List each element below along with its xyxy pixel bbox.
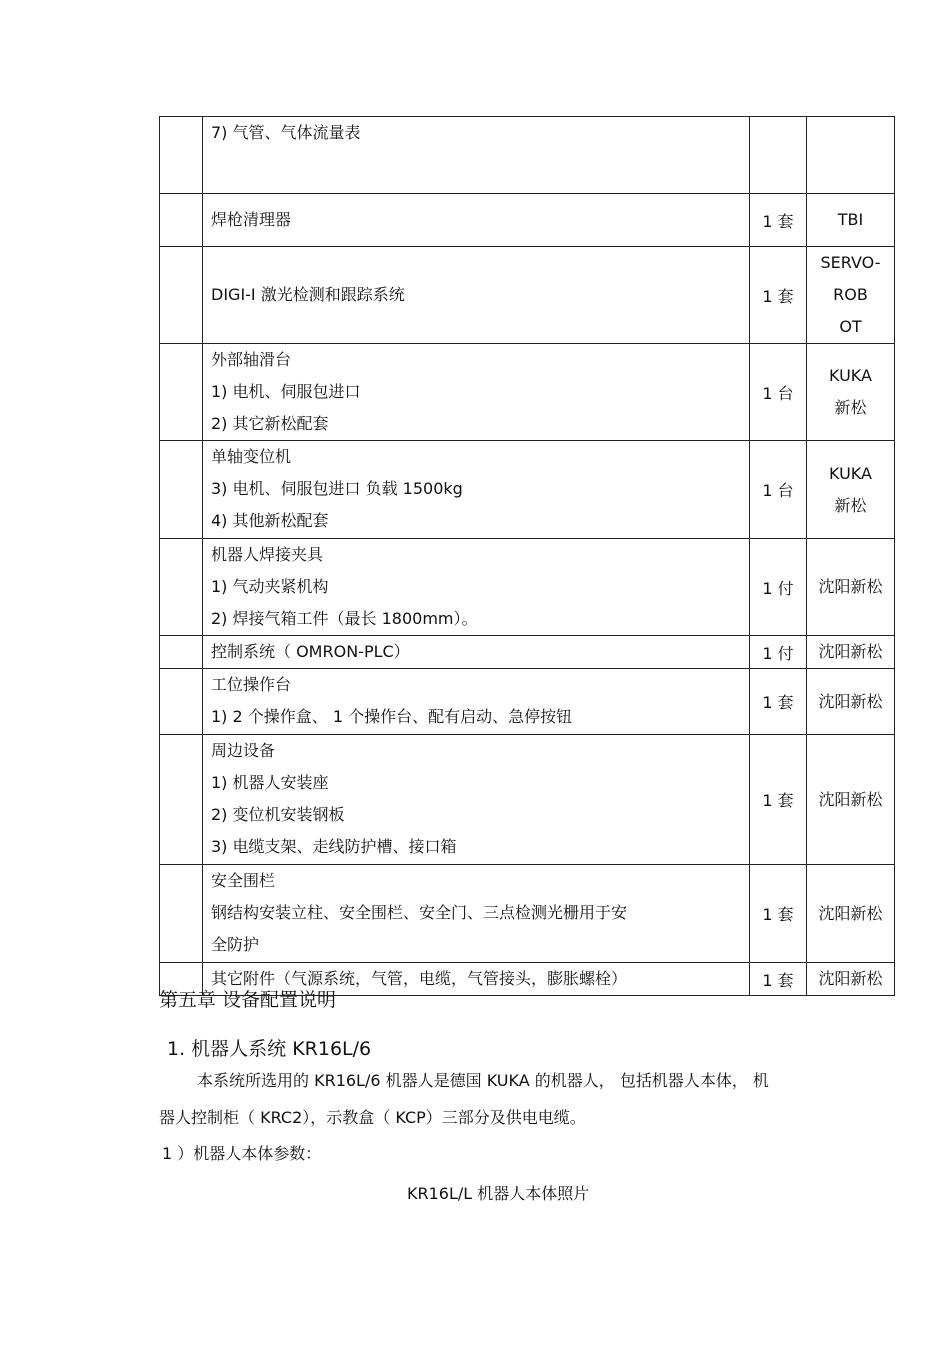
quantity-cell: 1 付 (750, 636, 807, 669)
supplier-cell (807, 194, 895, 247)
supplier-cell (807, 441, 895, 539)
description-line: 3) 电机、伺服包进口 负载 1500kg (211, 479, 463, 498)
quantity-cell: 1 付 (750, 539, 807, 636)
supplier-cell (807, 117, 895, 194)
supplier-line: TBI (837, 210, 864, 229)
sub-item-robot-params: 1 ）机器人本体参数： (162, 1144, 322, 1163)
item-description-cell (203, 865, 750, 963)
row-index-cell (160, 735, 203, 865)
item-description-cell (203, 194, 750, 247)
row-index-cell (160, 441, 203, 539)
row-index-cell (160, 669, 203, 735)
description-line: 2) 变位机安装钢板 (211, 805, 345, 824)
item-description-cell (203, 669, 750, 735)
supplier-line: 沈阳新松 (818, 577, 883, 596)
description-line: 工位操作台 (211, 675, 292, 694)
row-index-cell (160, 539, 203, 636)
quantity-cell: 1 台 (750, 344, 807, 441)
table-row (160, 117, 895, 194)
supplier-line: 沈阳新松 (818, 691, 883, 711)
quantity-cell: 1 套 (750, 963, 807, 996)
description-line: 2) 焊接气箱工件（最长 1800mm）。 (211, 609, 478, 628)
description-line: 周边设备 (211, 741, 276, 760)
item-description-cell (203, 735, 750, 865)
photo-caption: KR16L/L 机器人本体照片 (407, 1184, 590, 1203)
description-line: 机器人焊接夹具 (211, 545, 324, 564)
supplier-line: 新松 (834, 495, 867, 515)
equipment-table-body (160, 117, 895, 996)
equipment-table (159, 116, 895, 996)
supplier-cell (807, 963, 895, 996)
table-row (160, 865, 895, 963)
quantity-cell (750, 117, 807, 194)
description-line: 1) 电机、伺服包进口 (211, 382, 361, 401)
description-line: 全防护 (211, 935, 260, 954)
quantity-cell: 1 台 (750, 441, 807, 539)
description-line: 1) 2 个操作盒、 1 个操作台、配有启动、急停按钮 (211, 707, 573, 726)
description-line: 1) 机器人安装座 (211, 773, 329, 792)
item-description-cell (203, 539, 750, 636)
item-description-cell (203, 247, 750, 344)
paragraph-line-1: 本系统所选用的 KR16L/6 机器人是德国 KUKA 的机器人， 包括机器人本体， 机 (197, 1071, 769, 1090)
quantity-cell: 1 套 (750, 247, 807, 344)
supplier-cell (807, 669, 895, 735)
description-line: 4) 其他新松配套 (211, 511, 329, 530)
table-row (160, 539, 895, 636)
table-row (160, 669, 895, 735)
chapter-title: 第五章 设备配置说明 (159, 989, 337, 1011)
supplier-line: KUKA (829, 366, 872, 385)
supplier-cell (807, 865, 895, 963)
description-line: 其它附件（气源系统，气管，电缆，气管接头，膨胀螺栓） (211, 969, 628, 988)
table-row (160, 636, 895, 669)
description-line: 2) 其它新松配套 (211, 414, 329, 433)
supplier-cell (807, 735, 895, 865)
description-line: DIGI-I 激光检测和跟踪系统 (211, 285, 405, 304)
description-line: 焊枪清理器 (211, 210, 292, 229)
description-line: 钢结构安装立柱、安全围栏、安全门、三点检测光栅用于安 (211, 903, 628, 922)
quantity-cell: 1 套 (750, 865, 807, 963)
supplier-line: 沈阳新松 (818, 789, 883, 809)
table-row (160, 441, 895, 539)
table-row (160, 247, 895, 344)
supplier-line: SERVO-ROB (820, 253, 881, 304)
row-index-cell (160, 194, 203, 247)
description-line: 安全围栏 (211, 871, 276, 890)
quantity-cell: 1 套 (750, 669, 807, 735)
supplier-line: 沈阳新松 (818, 903, 883, 923)
supplier-cell (807, 344, 895, 441)
supplier-line: 新松 (834, 398, 867, 417)
row-index-cell (160, 344, 203, 441)
table-row (160, 194, 895, 247)
item-description-cell (203, 117, 750, 194)
section-title: 1. 机器人系统 KR16L/6 (167, 1038, 372, 1060)
item-description-cell (203, 636, 750, 669)
description-line: 7) 气管、气体流量表 (211, 123, 361, 142)
row-index-cell (160, 636, 203, 669)
supplier-line: 沈阳新松 (818, 642, 883, 661)
item-description-cell (203, 344, 750, 441)
supplier-cell (807, 636, 895, 669)
description-line: 单轴变位机 (211, 447, 292, 466)
description-line: 1) 气动夹紧机构 (211, 577, 329, 596)
row-index-cell (160, 865, 203, 963)
description-line: 3) 电缆支架、走线防护槽、接口箱 (211, 837, 457, 856)
supplier-line: 沈阳新松 (818, 969, 883, 988)
quantity-cell: 1 套 (750, 194, 807, 247)
supplier-line: OT (839, 317, 862, 336)
quantity-cell: 1 套 (750, 735, 807, 865)
item-description-cell (203, 441, 750, 539)
supplier-line: KUKA (829, 463, 872, 483)
description-line: 外部轴滑台 (211, 350, 292, 369)
supplier-cell (807, 247, 895, 344)
paragraph-line-2: 器人控制柜（ KRC2），示教盒（ KCP）三部分及供电电缆。 (159, 1108, 586, 1127)
row-index-cell (160, 247, 203, 344)
description-line: 控制系统（ OMRON-PLC） (211, 642, 410, 661)
table-row (160, 344, 895, 441)
table-row (160, 735, 895, 865)
supplier-cell (807, 539, 895, 636)
row-index-cell (160, 117, 203, 194)
